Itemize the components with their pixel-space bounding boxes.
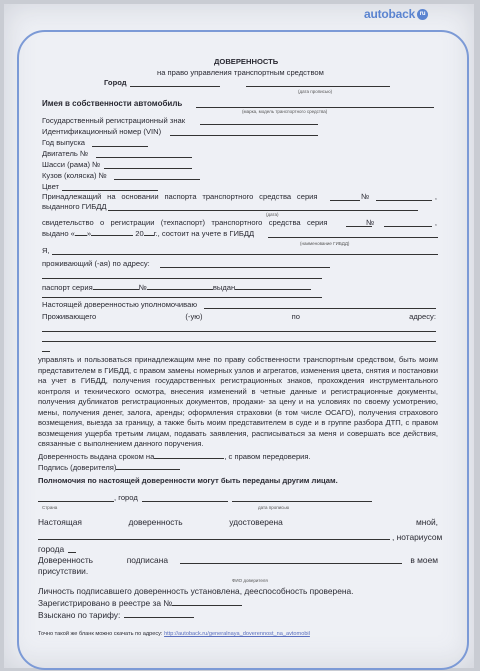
notary-line[interactable]	[38, 539, 390, 540]
trustee-name-line[interactable]	[204, 308, 436, 309]
pts-line: Принадлежащий на основании паспорта транспортного средства серия № ,	[42, 192, 437, 201]
color-label: Цвет	[42, 182, 60, 191]
living-line-4[interactable]	[42, 351, 50, 352]
gibdd-hint: (наименование ГИБДД)	[300, 241, 350, 246]
chassis-label: Шасси (рама) №	[42, 160, 101, 169]
bottom-city-line[interactable]	[142, 501, 228, 502]
sts-series-line[interactable]	[346, 226, 372, 227]
owner-label: Имея в собственности автомобиль	[42, 99, 183, 108]
pts-issued: выданного ГИБДД	[42, 202, 107, 211]
registered-line: Зарегистрировано в реестре за №	[38, 599, 242, 607]
logo-badge-icon: ru	[417, 9, 428, 20]
doc-subtitle: на право управления транспортным средством	[157, 68, 324, 77]
living-line-2[interactable]	[42, 331, 436, 332]
person-passport: паспорт серия № выдан	[42, 284, 311, 292]
year-label: Год выпуска	[42, 138, 86, 147]
sts-line: свидетельство о регистрации (техпаспорт) транспортного средства серия № ,	[42, 218, 437, 227]
bottom-date-line[interactable]	[232, 501, 372, 502]
name-line[interactable]	[52, 254, 438, 255]
engine-label: Двигатель №	[42, 149, 89, 158]
address-line-1[interactable]	[160, 267, 330, 268]
chassis-line[interactable]	[104, 168, 192, 169]
city-of-line[interactable]	[68, 552, 76, 553]
city-of-label: города	[38, 544, 65, 554]
powers-paragraph: управлять и пользоваться принадлежащим мне по праву собственности транспортным средством, быть моим представителем в ГИБДД, с правом замены номерных узлов и агрегатов, изменения цвета, снятия и постановки на учет в ГИБДД, получения государственных регистрационных знаков, прохождения инструментального контроля и технического осмотра, внесения изменений в четные данные и регистрационные документы, получения дубликатов регистрационных документов, продажи- за цену и на условиях по своему усмотрению, мены, получения денег, залога, аренды; оформления страховки (в том числе ОСАГО), получения страхового возмещения, выезда за границу, а также быть моим представителем в суде и в группе разбора ДТП, с правом возмещения ущерба третьим лицам, подавать заявления, расписываться за меня и совершать все действия, связанные с выполнением данного поручения.	[38, 355, 438, 448]
identity-line: Личность подписавшего доверенность установлена, дееспособность проверена.	[38, 586, 354, 596]
signed-name-line[interactable]	[180, 563, 402, 564]
living-line: Проживающего (-ую) по адресу:	[42, 312, 436, 321]
sts-number-line[interactable]	[384, 226, 432, 227]
pts-series-line[interactable]	[330, 200, 360, 201]
pts-issued-line[interactable]	[108, 210, 418, 211]
ya-label: Я,	[42, 246, 50, 255]
no-transfer: Полномочия по настоящей доверенности могут быть переданы другим лицам.	[38, 476, 338, 485]
autoback-logo: autoback ru	[364, 7, 428, 21]
date-hint: (дата прописью)	[298, 89, 333, 94]
car-line[interactable]	[196, 107, 434, 108]
passport-line-2[interactable]	[42, 297, 322, 298]
notary-label: , нотариусом	[392, 532, 443, 542]
trustee-label: Настоящей доверенностью уполномочиваю	[42, 300, 198, 309]
color-line[interactable]	[62, 190, 158, 191]
signed-line: Доверенность подписана	[38, 555, 168, 565]
sts-gibdd-line[interactable]	[268, 237, 438, 238]
document-sheet	[4, 4, 474, 668]
plate-line[interactable]	[200, 124, 318, 125]
signature-line: Подпись (доверителя)	[38, 464, 180, 472]
city-line[interactable]	[130, 86, 220, 87]
year-line[interactable]	[92, 146, 148, 147]
date-line[interactable]	[246, 86, 390, 87]
car-hint: (марка, модель транспортного средства)	[242, 109, 328, 114]
footer: Точно такой же бланк можно скачать по адресу: http://autoback.ru/generalnaya_doverennost_na_avtomobil	[38, 631, 310, 637]
engine-line[interactable]	[96, 157, 192, 158]
fio-hint: ФИО доверителя	[232, 578, 268, 583]
plate-label: Государственный регистрационный знак	[42, 116, 186, 125]
body-label: Кузов (коляска) №	[42, 171, 107, 180]
certified-line: Настоящая доверенность удостоверена мной,	[38, 517, 438, 527]
presence-label: присутствии.	[38, 566, 89, 576]
fee-line: Взыскано по тарифу:	[38, 611, 194, 619]
address-label: проживающий (-ая) по адресу:	[42, 259, 150, 268]
living-line-3[interactable]	[42, 341, 436, 342]
doc-title: ДОВЕРЕННОСТЬ	[214, 57, 279, 66]
country-hint: Страна	[42, 505, 58, 510]
country-line[interactable]	[38, 501, 114, 502]
body-line[interactable]	[114, 179, 200, 180]
address-line-2[interactable]	[42, 278, 322, 279]
vin-line[interactable]	[170, 135, 318, 136]
term-line: Доверенность выдана сроком на , с правом передоверия.	[38, 452, 311, 461]
pts-date-hint: (дата)	[266, 212, 279, 217]
sts-issued: выдано « » 20 г., состоит на учете в ГИБДД	[42, 229, 255, 238]
pts-number-line[interactable]	[376, 200, 432, 201]
city-label: Город	[104, 78, 127, 87]
vin-label: Идентификационный номер (VIN)	[42, 127, 162, 136]
footer-link[interactable]: http://autoback.ru/generalnaya_doverennost_na_avtomobil	[164, 631, 310, 637]
in-my-label: в моем	[410, 555, 438, 565]
city-mid: , город	[114, 493, 138, 502]
bottom-date-hint: дата прописью	[258, 505, 290, 510]
